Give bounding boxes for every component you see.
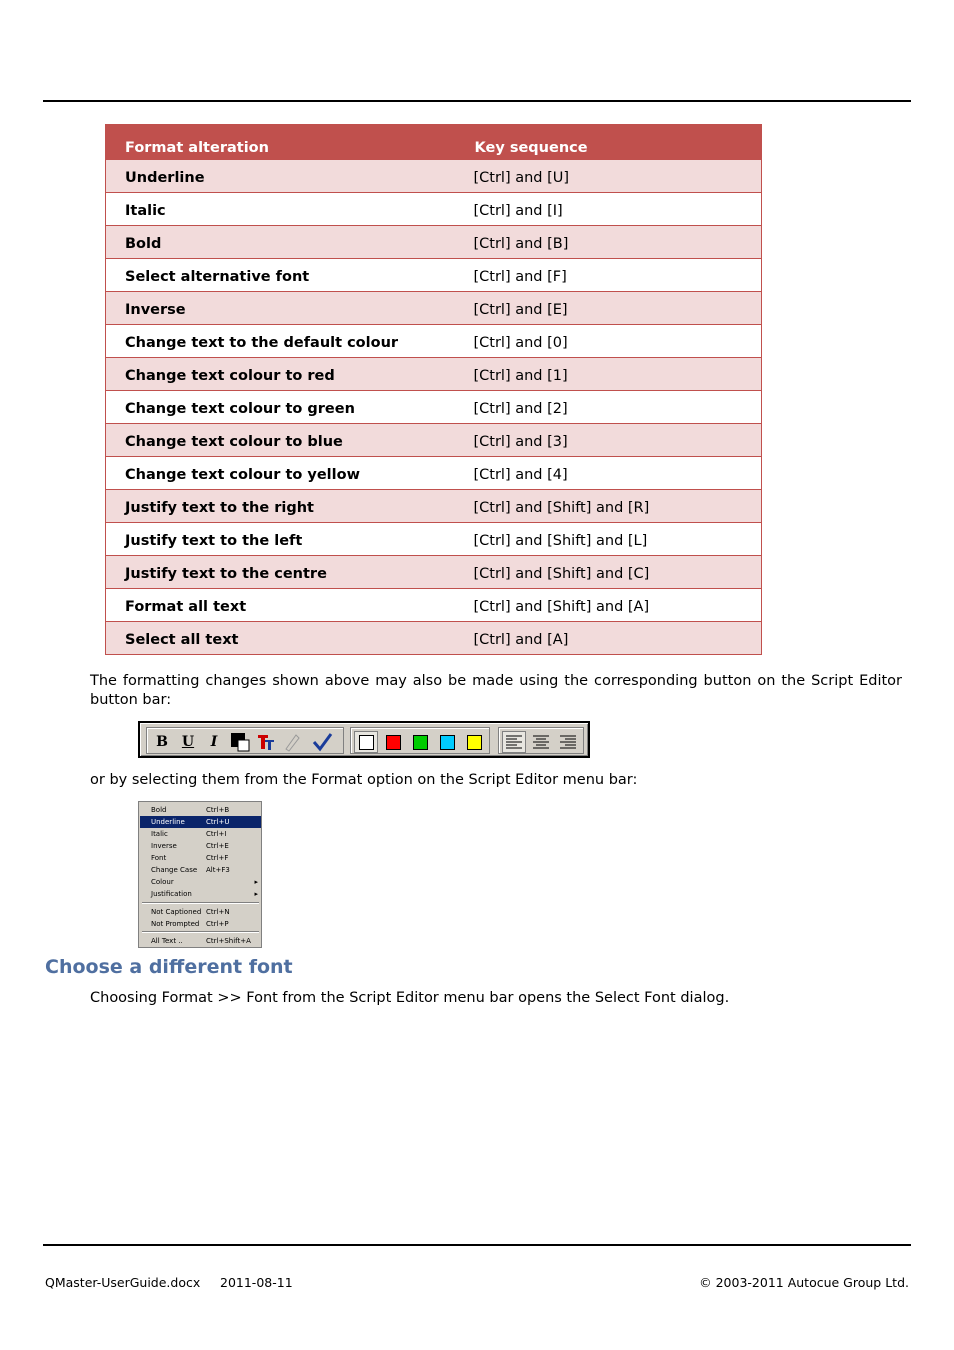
key-sequence-cell: [Ctrl] and [B] — [456, 226, 762, 259]
align-centre-icon — [532, 734, 550, 750]
change-case-button[interactable] — [280, 731, 304, 753]
menu-item-label: Change Case — [151, 866, 198, 874]
menu-item-shortcut: Ctrl+E — [206, 842, 229, 850]
menu-item-label: All Text .. — [151, 937, 183, 945]
menu-item[interactable] — [140, 852, 261, 864]
blue-swatch-icon — [440, 735, 455, 750]
justify-left-button[interactable] — [502, 731, 526, 753]
paragraph-button-bar: The formatting changes shown above may also be made using the corresponding button on the Script Editor button bar: — [90, 673, 902, 708]
header-rule — [43, 100, 911, 102]
table-row — [106, 556, 762, 589]
key-sequence-cell: [Ctrl] and [A] — [456, 622, 762, 655]
key-sequence-cell: [Ctrl] and [Shift] and [C] — [456, 556, 762, 589]
spell-check-icon — [311, 732, 333, 752]
table-row — [106, 325, 762, 358]
table-row — [106, 523, 762, 556]
table-row — [106, 226, 762, 259]
key-sequence-cell: [Ctrl] and [Shift] and [L] — [456, 523, 762, 556]
table-row — [106, 424, 762, 457]
justify-right-button[interactable] — [556, 731, 580, 753]
inverse-button[interactable] — [228, 731, 252, 753]
key-sequence-cell: [Ctrl] and [2] — [456, 391, 762, 424]
menu-item-label: Colour — [151, 878, 174, 886]
italic-button[interactable]: I — [210, 734, 218, 750]
yellow-swatch-icon — [467, 735, 482, 750]
submenu-arrow-icon: ▸ — [254, 890, 258, 898]
table-row — [106, 160, 762, 193]
justify-button-group — [498, 727, 584, 754]
header-key-sequence: Key sequence — [456, 125, 762, 160]
table-row — [106, 457, 762, 490]
red-swatch-icon — [386, 735, 401, 750]
menu-item-label: Italic — [151, 830, 168, 838]
menu-item-shortcut: Ctrl+P — [206, 920, 229, 928]
table-row — [106, 358, 762, 391]
bold-button[interactable]: B — [156, 734, 168, 750]
table-row — [106, 292, 762, 325]
format-alteration-cell: Bold — [106, 226, 456, 259]
header-format-alteration: Format alteration — [106, 125, 456, 160]
format-button-group — [146, 727, 344, 754]
key-sequence-cell: [Ctrl] and [U] — [456, 160, 762, 193]
format-alteration-cell: Change text colour to blue — [106, 424, 456, 457]
colour-yellow-button[interactable] — [462, 731, 486, 753]
menu-item-label: Not Prompted — [151, 920, 200, 928]
white-swatch-icon — [359, 735, 374, 750]
table-row — [106, 259, 762, 292]
colour-blue-button[interactable] — [435, 731, 459, 753]
align-left-icon — [505, 734, 523, 750]
menu-item[interactable] — [140, 906, 261, 918]
format-alteration-cell: Change text to the default colour — [106, 325, 456, 358]
format-alteration-cell: Select alternative font — [106, 259, 456, 292]
menu-item[interactable] — [140, 864, 261, 876]
format-alteration-cell: Underline — [106, 160, 456, 193]
underline-button[interactable]: U — [181, 734, 195, 750]
footer-date: 2011-08-11 — [220, 1275, 293, 1290]
colour-default-button[interactable] — [354, 731, 378, 753]
colour-green-button[interactable] — [408, 731, 432, 753]
table-row — [106, 490, 762, 523]
font-icon — [256, 732, 276, 752]
key-sequence-cell: [Ctrl] and [Shift] and [A] — [456, 589, 762, 622]
spell-check-button[interactable] — [310, 731, 334, 753]
menu-item[interactable] — [140, 918, 261, 930]
menu-item-shortcut: Alt+F3 — [206, 866, 230, 874]
format-alteration-cell: Change text colour to red — [106, 358, 456, 391]
format-alteration-cell: Justify text to the centre — [106, 556, 456, 589]
format-alteration-cell: Justify text to the right — [106, 490, 456, 523]
format-alteration-cell: Format all text — [106, 589, 456, 622]
menu-item-label: Inverse — [151, 842, 177, 850]
menu-item[interactable] — [140, 935, 261, 947]
menu-item[interactable] — [140, 816, 261, 828]
colour-button-group — [350, 727, 490, 754]
format-shortcuts-table — [105, 124, 762, 655]
key-sequence-cell: [Ctrl] and [0] — [456, 325, 762, 358]
key-sequence-cell: [Ctrl] and [I] — [456, 193, 762, 226]
align-right-icon — [559, 734, 577, 750]
table-row — [106, 193, 762, 226]
menu-item-shortcut: Ctrl+N — [206, 908, 230, 916]
format-alteration-cell: Select all text — [106, 622, 456, 655]
key-sequence-cell: [Ctrl] and [1] — [456, 358, 762, 391]
menu-item-label: Font — [151, 854, 167, 862]
script-editor-button-bar — [138, 721, 590, 758]
menu-item[interactable] — [140, 840, 261, 852]
menu-item-label: Underline — [151, 818, 185, 826]
menu-item[interactable] — [140, 876, 261, 888]
menu-item-shortcut: Ctrl+Shift+A — [206, 937, 251, 945]
paragraph-menu-bar: or by selecting them from the Format option on the Script Editor menu bar: — [90, 772, 638, 788]
menu-item-label: Bold — [151, 806, 167, 814]
table-header-row — [106, 125, 762, 160]
menu-separator — [142, 931, 259, 933]
submenu-arrow-icon: ▸ — [254, 878, 258, 886]
format-alteration-cell: Justify text to the left — [106, 523, 456, 556]
key-sequence-cell: [Ctrl] and [F] — [456, 259, 762, 292]
key-sequence-cell: [Ctrl] and [E] — [456, 292, 762, 325]
footer-copyright: © 2003-2011 Autocue Group Ltd. — [699, 1275, 909, 1290]
format-alteration-cell: Change text colour to yellow — [106, 457, 456, 490]
menu-item[interactable] — [140, 888, 261, 900]
format-menu — [138, 801, 262, 948]
menu-item[interactable] — [140, 828, 261, 840]
menu-item-shortcut: Ctrl+B — [206, 806, 230, 814]
key-sequence-cell: [Ctrl] and [3] — [456, 424, 762, 457]
menu-item[interactable] — [140, 804, 261, 816]
colour-red-button[interactable] — [381, 731, 405, 753]
menu-item-label: Not Captioned — [151, 908, 202, 916]
justify-centre-button[interactable] — [529, 731, 553, 753]
change-case-icon — [282, 732, 302, 752]
menu-item-shortcut: Ctrl+U — [206, 818, 230, 826]
paragraph-select-font: Choosing Format >> Font from the Script Editor menu bar opens the Select Font dialog. — [90, 990, 730, 1006]
key-sequence-cell: [Ctrl] and [4] — [456, 457, 762, 490]
footer-rule — [43, 1244, 911, 1246]
alternative-font-button[interactable] — [254, 731, 278, 753]
format-alteration-cell: Change text colour to green — [106, 391, 456, 424]
key-sequence-cell: [Ctrl] and [Shift] and [R] — [456, 490, 762, 523]
table-row — [106, 391, 762, 424]
format-alteration-cell: Italic — [106, 193, 456, 226]
section-heading: Choose a different font — [45, 956, 293, 978]
menu-item-shortcut: Ctrl+I — [206, 830, 227, 838]
menu-separator — [142, 902, 259, 904]
inverse-icon — [230, 732, 250, 752]
table-row — [106, 622, 762, 655]
menu-item-shortcut: Ctrl+F — [206, 854, 229, 862]
footer-filename: QMaster-UserGuide.docx — [45, 1275, 201, 1290]
table-row — [106, 589, 762, 622]
green-swatch-icon — [413, 735, 428, 750]
format-alteration-cell: Inverse — [106, 292, 456, 325]
menu-item-label: Justification — [151, 890, 192, 898]
